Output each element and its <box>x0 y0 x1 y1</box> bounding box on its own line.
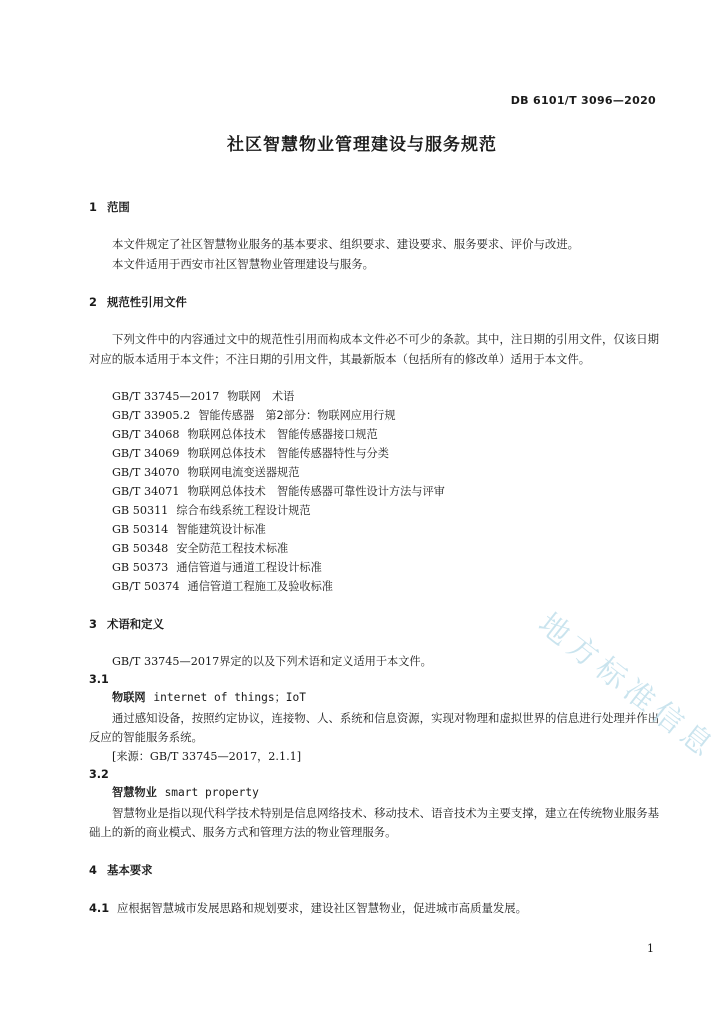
section-3-heading <box>89 616 164 632</box>
section-3-intro: GB/T 33745—2017界定的以及下列术语和定义适用于本文件。 <box>112 655 432 668</box>
reference-item <box>112 446 389 462</box>
reference-item <box>112 579 333 595</box>
reference-name: 安全防范工程技术标准 <box>176 542 289 555</box>
clause-number: 4.1 <box>89 901 110 915</box>
reference-name: 通信管道工程施工及验收标准 <box>187 580 333 593</box>
section-title: 规范性引用文件 <box>107 295 187 309</box>
reference-item <box>112 541 288 557</box>
term-title <box>112 785 259 801</box>
section-4-heading <box>89 862 153 878</box>
term-number: 3.2 <box>89 768 109 781</box>
section-number: 4 <box>89 863 97 877</box>
section-title: 术语和定义 <box>107 617 164 631</box>
section-1-paragraph-2: 本文件适用于西安市社区智慧物业管理建设与服务。 <box>112 257 374 271</box>
reference-code: GB/T 50374 <box>112 580 180 593</box>
clause-text: 应根据智慧城市发展思路和规划要求，建设社区智慧物业，促进城市高质量发展。 <box>117 901 528 915</box>
reference-item <box>112 465 299 481</box>
reference-name: 智能传感器 第2部分：物联网应用行规 <box>198 409 396 422</box>
section-1-heading <box>89 199 130 215</box>
reference-item <box>112 427 378 443</box>
standard-code: DB 6101/T 3096—2020 <box>510 94 656 107</box>
reference-code: GB/T 34070 <box>112 466 180 479</box>
reference-code: GB 50373 <box>112 561 169 574</box>
watermark: 地方标准信息 <box>531 606 724 767</box>
reference-code: GB/T 33745—2017 <box>112 390 220 403</box>
section-number: 3 <box>89 617 97 631</box>
reference-item <box>112 389 294 405</box>
term-definition: 通过感知设备，按照约定协议，连接物、人、系统和信息资源，实现对物理和虚拟世界的信息进行处理并作出反应的智能服务系统。 <box>89 711 659 744</box>
reference-item <box>112 522 266 538</box>
term-name-zh: 物联网 <box>112 691 146 704</box>
reference-item <box>112 484 445 500</box>
reference-item <box>112 503 311 519</box>
reference-code: GB/T 33905.2 <box>112 409 191 422</box>
reference-name: 物联网总体技术 智能传感器可靠性设计方法与评审 <box>187 485 445 498</box>
section-2-intro: 下列文件中的内容通过文中的规范性引用而构成本文件必不可少的条款。其中，注日期的引用文件，仅该日期对应的版本适用于本文件；不注日期的引用文件，其最新版本（包括所有的修改单）适用于本文件。 <box>89 332 659 366</box>
reference-name: 智能建筑设计标准 <box>176 523 266 536</box>
term-number: 3.1 <box>89 673 109 686</box>
reference-name: 综合布线系统工程设计规范 <box>176 504 311 517</box>
section-title: 范围 <box>107 200 130 214</box>
section-1-paragraph-1: 本文件规定了社区智慧物业服务的基本要求、组织要求、建设要求、服务要求、评价与改进。 <box>112 237 580 251</box>
term-source: [来源：GB/T 33745—2017，2.1.1] <box>112 750 302 763</box>
reference-code: GB 50314 <box>112 523 169 536</box>
clause-4-1 <box>89 900 527 916</box>
document-title: 社区智慧物业管理建设与服务规范 <box>227 135 497 155</box>
reference-code: GB/T 34068 <box>112 428 180 441</box>
reference-item <box>112 408 396 424</box>
term-name-en: smart property <box>164 786 259 799</box>
term-definition: 智慧物业是指以现代科学技术特别是信息网络技术、移动技术、语音技术为主要支撑，建立在传统物业服务基础上的新的商业模式、服务方式和管理方法的物业管理服务。 <box>89 806 659 839</box>
reference-code: GB 50348 <box>112 542 169 555</box>
section-number: 1 <box>89 200 97 214</box>
reference-item <box>112 560 322 576</box>
reference-name: 物联网电流变送器规范 <box>187 466 300 479</box>
section-number: 2 <box>89 295 97 309</box>
section-2-heading <box>89 294 187 310</box>
reference-code: GB 50311 <box>112 504 169 517</box>
term-name-en: internet of things；IoT <box>153 691 307 704</box>
reference-name: 物联网总体技术 智能传感器特性与分类 <box>187 447 389 460</box>
reference-code: GB/T 34069 <box>112 447 180 460</box>
reference-code: GB/T 34071 <box>112 485 180 498</box>
reference-name: 通信管道与通道工程设计标准 <box>176 561 322 574</box>
reference-name: 物联网 术语 <box>227 390 295 403</box>
term-title <box>112 690 306 706</box>
section-title: 基本要求 <box>107 863 153 877</box>
term-name-zh: 智慧物业 <box>112 786 157 799</box>
reference-name: 物联网总体技术 智能传感器接口规范 <box>187 428 378 441</box>
page-number: 1 <box>647 942 654 955</box>
